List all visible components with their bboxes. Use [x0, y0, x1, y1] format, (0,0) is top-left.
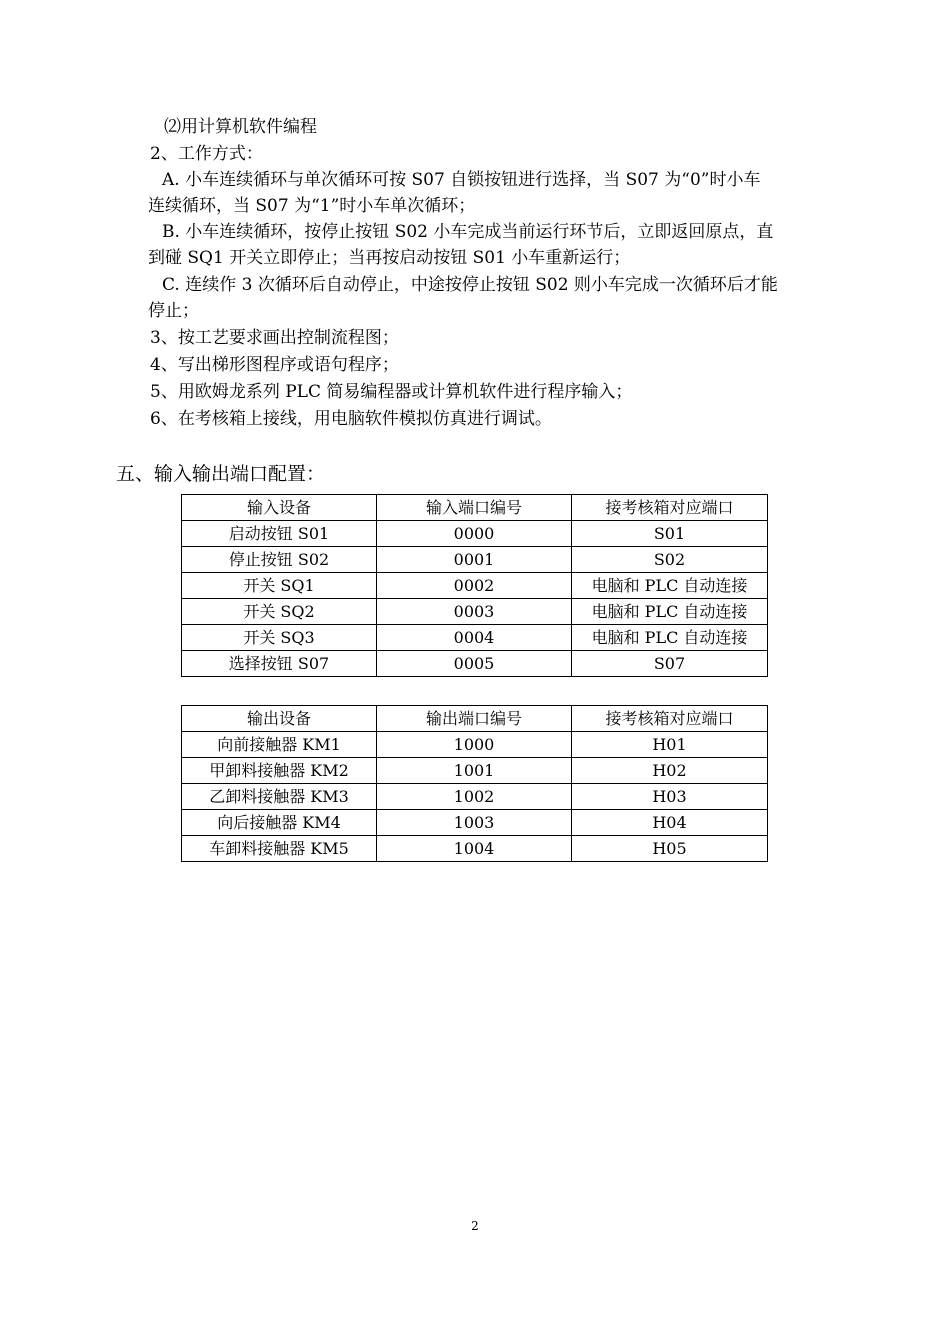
table-cell: 电脑和 PLC 自动连接	[572, 599, 768, 625]
table-cell: 甲卸料接触器 KM2	[182, 758, 377, 784]
table-cell: S07	[572, 651, 768, 677]
section-title: 五、输入输出端口配置：	[116, 463, 326, 485]
table-row	[182, 599, 768, 625]
table-cell: 开关 SQ1	[182, 573, 377, 599]
table-header-row	[182, 706, 768, 732]
table-cell: H01	[572, 732, 768, 758]
text-line-1: ⑵用计算机软件编程	[164, 117, 317, 137]
table-cell: 电脑和 PLC 自动连接	[572, 625, 768, 651]
input-table	[181, 494, 768, 677]
table-cell: 1003	[377, 810, 572, 836]
table-row	[182, 836, 768, 862]
table-cell: 1000	[377, 732, 572, 758]
table-cell: H05	[572, 836, 768, 862]
table-cell: 向后接触器 KM4	[182, 810, 377, 836]
header-cell: 输入设备	[182, 495, 377, 521]
table-row	[182, 547, 768, 573]
table-cell: 0003	[377, 599, 572, 625]
table-row	[182, 521, 768, 547]
table-cell: 1002	[377, 784, 572, 810]
table-cell: 开关 SQ2	[182, 599, 377, 625]
text-line-10: 4、写出梯形图程序或语句程序；	[150, 355, 399, 375]
table-cell: 0001	[377, 547, 572, 573]
table-cell: 向前接触器 KM1	[182, 732, 377, 758]
table-cell: 电脑和 PLC 自动连接	[572, 573, 768, 599]
table-cell: 0002	[377, 573, 572, 599]
table-cell: 乙卸料接触器 KM3	[182, 784, 377, 810]
text-line-5: B. 小车连续循环，按停止按钮 S02 小车完成当前运行环节后，立即返回原点，直	[162, 222, 774, 242]
output-table	[181, 705, 768, 862]
text-line-7: C. 连续作 3 次循环后自动停止，中途按停止按钮 S02 则小车完成一次循环后才能	[162, 275, 778, 295]
text-line-3: A. 小车连续循环与单次循环可按 S07 自锁按钮进行选择，当 S07 为“0”时小车	[162, 170, 761, 190]
table-cell: H03	[572, 784, 768, 810]
text-line-11: 5、用欧姆龙系列 PLC 简易编程器或计算机软件进行程序输入；	[150, 382, 633, 402]
table-row	[182, 810, 768, 836]
table-cell: 0004	[377, 625, 572, 651]
text-line-4: 连续循环，当 S07 为“1”时小车单次循环；	[148, 196, 476, 216]
table-cell: 停止按钮 S02	[182, 547, 377, 573]
header-cell: 输出端口编号	[377, 706, 572, 732]
text-line-12: 6、在考核箱上接线，用电脑软件模拟仿真进行调试。	[150, 409, 552, 429]
text-line-2: 2、工作方式：	[150, 144, 263, 164]
header-cell: 输入端口编号	[377, 495, 572, 521]
table-row	[182, 651, 768, 677]
table-cell: 0005	[377, 651, 572, 677]
table-cell: H02	[572, 758, 768, 784]
text-line-8: 停止；	[148, 301, 199, 321]
table-cell: 1001	[377, 758, 572, 784]
table-row	[182, 758, 768, 784]
table-cell: 选择按钮 S07	[182, 651, 377, 677]
table-cell: S01	[572, 521, 768, 547]
table-cell: S02	[572, 547, 768, 573]
table-row	[182, 625, 768, 651]
header-cell: 接考核箱对应端口	[572, 495, 768, 521]
page-number: 2	[471, 1219, 479, 1233]
header-cell: 接考核箱对应端口	[572, 706, 768, 732]
table-row	[182, 732, 768, 758]
table-row	[182, 573, 768, 599]
text-line-6: 到碰 SQ1 开关立即停止；当再按启动按钮 S01 小车重新运行；	[148, 248, 631, 268]
table-cell: 开关 SQ3	[182, 625, 377, 651]
text-line-9: 3、按工艺要求画出控制流程图；	[150, 328, 399, 348]
table-cell: 车卸料接触器 KM5	[182, 836, 377, 862]
table-cell: 启动按钮 S01	[182, 521, 377, 547]
table-row	[182, 784, 768, 810]
table-header-row	[182, 495, 768, 521]
table-cell: H04	[572, 810, 768, 836]
table-cell: 1004	[377, 836, 572, 862]
table-cell: 0000	[377, 521, 572, 547]
header-cell: 输出设备	[182, 706, 377, 732]
